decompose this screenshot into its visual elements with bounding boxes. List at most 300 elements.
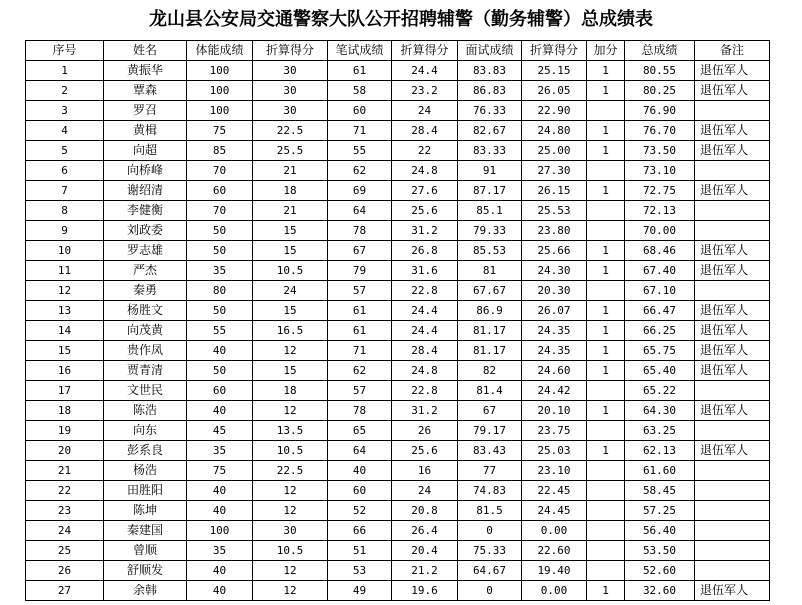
cell-interview-score: 76.33 xyxy=(458,101,522,121)
cell-written-converted: 26 xyxy=(392,421,458,441)
cell-bonus xyxy=(587,421,625,441)
cell-fitness-score: 35 xyxy=(187,541,253,561)
column-header-interview-converted: 折算得分 xyxy=(522,41,587,61)
cell-written-score: 53 xyxy=(328,561,392,581)
cell-remark xyxy=(695,221,770,241)
cell-interview-score: 86.9 xyxy=(458,301,522,321)
cell-written-converted: 16 xyxy=(392,461,458,481)
cell-name: 黄振华 xyxy=(104,61,187,81)
table-row xyxy=(26,321,770,341)
cell-total-score: 61.60 xyxy=(625,461,695,481)
cell-written-score: 55 xyxy=(328,141,392,161)
cell-fitness-converted: 25.5 xyxy=(253,141,328,161)
cell-fitness-converted: 10.5 xyxy=(253,261,328,281)
cell-written-converted: 31.2 xyxy=(392,221,458,241)
cell-interview-score: 81 xyxy=(458,261,522,281)
cell-remark: 退伍军人 xyxy=(695,441,770,461)
cell-total-score: 58.45 xyxy=(625,481,695,501)
table-row xyxy=(26,261,770,281)
cell-seq: 5 xyxy=(26,141,104,161)
cell-fitness-converted: 21 xyxy=(253,161,328,181)
cell-interview-converted: 23.75 xyxy=(522,421,587,441)
cell-fitness-converted: 18 xyxy=(253,381,328,401)
cell-interview-score: 82.67 xyxy=(458,121,522,141)
cell-fitness-converted: 13.5 xyxy=(253,421,328,441)
cell-bonus xyxy=(587,461,625,481)
cell-interview-converted: 25.00 xyxy=(522,141,587,161)
cell-interview-score: 85.1 xyxy=(458,201,522,221)
cell-written-score: 65 xyxy=(328,421,392,441)
cell-bonus xyxy=(587,101,625,121)
cell-fitness-converted: 10.5 xyxy=(253,541,328,561)
cell-total-score: 63.25 xyxy=(625,421,695,441)
cell-written-converted: 24.4 xyxy=(392,61,458,81)
cell-fitness-score: 100 xyxy=(187,81,253,101)
cell-name: 杨胜文 xyxy=(104,301,187,321)
cell-bonus: 1 xyxy=(587,581,625,601)
cell-total-score: 65.40 xyxy=(625,361,695,381)
cell-fitness-score: 70 xyxy=(187,201,253,221)
column-header-written-converted: 折算得分 xyxy=(392,41,458,61)
cell-written-converted: 26.8 xyxy=(392,241,458,261)
cell-fitness-score: 50 xyxy=(187,301,253,321)
cell-fitness-score: 40 xyxy=(187,481,253,501)
cell-fitness-converted: 21 xyxy=(253,201,328,221)
cell-seq: 10 xyxy=(26,241,104,261)
cell-fitness-score: 50 xyxy=(187,241,253,261)
cell-fitness-score: 100 xyxy=(187,521,253,541)
cell-remark: 退伍军人 xyxy=(695,301,770,321)
cell-interview-score: 81.5 xyxy=(458,501,522,521)
table-row xyxy=(26,201,770,221)
score-table xyxy=(25,40,770,601)
cell-remark: 退伍军人 xyxy=(695,141,770,161)
cell-written-converted: 28.4 xyxy=(392,121,458,141)
cell-interview-score: 87.17 xyxy=(458,181,522,201)
cell-interview-score: 79.33 xyxy=(458,221,522,241)
cell-total-score: 72.13 xyxy=(625,201,695,221)
cell-fitness-score: 75 xyxy=(187,121,253,141)
cell-seq: 3 xyxy=(26,101,104,121)
cell-written-converted: 26.4 xyxy=(392,521,458,541)
cell-written-converted: 22 xyxy=(392,141,458,161)
table-row xyxy=(26,341,770,361)
cell-written-converted: 24 xyxy=(392,481,458,501)
cell-interview-converted: 24.35 xyxy=(522,321,587,341)
table-row xyxy=(26,141,770,161)
cell-interview-score: 85.53 xyxy=(458,241,522,261)
cell-written-score: 60 xyxy=(328,101,392,121)
cell-remark xyxy=(695,281,770,301)
cell-written-converted: 22.8 xyxy=(392,381,458,401)
cell-fitness-converted: 30 xyxy=(253,521,328,541)
cell-name: 贾青清 xyxy=(104,361,187,381)
cell-name: 田胜阳 xyxy=(104,481,187,501)
column-header-total-score: 总成绩 xyxy=(625,41,695,61)
cell-fitness-converted: 22.5 xyxy=(253,461,328,481)
cell-name: 黄楫 xyxy=(104,121,187,141)
table-row xyxy=(26,121,770,141)
cell-written-score: 52 xyxy=(328,501,392,521)
cell-fitness-score: 70 xyxy=(187,161,253,181)
cell-interview-converted: 25.03 xyxy=(522,441,587,461)
cell-written-score: 71 xyxy=(328,121,392,141)
cell-seq: 24 xyxy=(26,521,104,541)
cell-fitness-converted: 15 xyxy=(253,241,328,261)
cell-interview-converted: 22.90 xyxy=(522,101,587,121)
cell-interview-converted: 25.53 xyxy=(522,201,587,221)
cell-remark: 退伍军人 xyxy=(695,241,770,261)
cell-bonus xyxy=(587,221,625,241)
cell-seq: 27 xyxy=(26,581,104,601)
cell-written-score: 79 xyxy=(328,261,392,281)
table-body xyxy=(26,61,770,601)
cell-bonus xyxy=(587,481,625,501)
cell-fitness-converted: 18 xyxy=(253,181,328,201)
table-row xyxy=(26,101,770,121)
cell-seq: 21 xyxy=(26,461,104,481)
cell-written-converted: 27.6 xyxy=(392,181,458,201)
cell-bonus: 1 xyxy=(587,441,625,461)
cell-interview-score: 77 xyxy=(458,461,522,481)
cell-fitness-score: 75 xyxy=(187,461,253,481)
cell-interview-score: 81.4 xyxy=(458,381,522,401)
cell-remark xyxy=(695,161,770,181)
cell-bonus xyxy=(587,281,625,301)
table-row xyxy=(26,241,770,261)
cell-remark xyxy=(695,421,770,441)
cell-fitness-converted: 12 xyxy=(253,341,328,361)
cell-interview-converted: 23.10 xyxy=(522,461,587,481)
column-header-fitness-score: 体能成绩 xyxy=(187,41,253,61)
cell-interview-converted: 22.60 xyxy=(522,541,587,561)
cell-written-score: 61 xyxy=(328,321,392,341)
cell-interview-score: 81.17 xyxy=(458,341,522,361)
cell-interview-converted: 24.42 xyxy=(522,381,587,401)
cell-bonus xyxy=(587,201,625,221)
cell-written-converted: 28.4 xyxy=(392,341,458,361)
cell-total-score: 70.00 xyxy=(625,221,695,241)
cell-remark xyxy=(695,561,770,581)
cell-fitness-converted: 12 xyxy=(253,561,328,581)
table-row xyxy=(26,481,770,501)
cell-total-score: 56.40 xyxy=(625,521,695,541)
cell-written-converted: 19.6 xyxy=(392,581,458,601)
table-row xyxy=(26,421,770,441)
cell-written-score: 57 xyxy=(328,281,392,301)
cell-fitness-score: 40 xyxy=(187,341,253,361)
cell-written-score: 61 xyxy=(328,301,392,321)
cell-written-score: 78 xyxy=(328,221,392,241)
cell-bonus: 1 xyxy=(587,121,625,141)
cell-name: 杨浩 xyxy=(104,461,187,481)
cell-written-converted: 25.6 xyxy=(392,441,458,461)
cell-name: 舒顺发 xyxy=(104,561,187,581)
column-header-fitness-converted: 折算得分 xyxy=(253,41,328,61)
cell-fitness-converted: 16.5 xyxy=(253,321,328,341)
cell-name: 秦勇 xyxy=(104,281,187,301)
cell-seq: 2 xyxy=(26,81,104,101)
table-row xyxy=(26,161,770,181)
cell-seq: 7 xyxy=(26,181,104,201)
cell-remark xyxy=(695,201,770,221)
cell-name: 向茂黄 xyxy=(104,321,187,341)
cell-seq: 22 xyxy=(26,481,104,501)
cell-interview-score: 83.43 xyxy=(458,441,522,461)
cell-interview-score: 81.17 xyxy=(458,321,522,341)
cell-fitness-score: 55 xyxy=(187,321,253,341)
cell-interview-converted: 26.07 xyxy=(522,301,587,321)
cell-fitness-converted: 12 xyxy=(253,501,328,521)
table-row xyxy=(26,501,770,521)
table-row xyxy=(26,401,770,421)
table-row xyxy=(26,181,770,201)
cell-fitness-converted: 30 xyxy=(253,61,328,81)
cell-total-score: 57.25 xyxy=(625,501,695,521)
cell-seq: 25 xyxy=(26,541,104,561)
cell-bonus: 1 xyxy=(587,81,625,101)
cell-total-score: 66.25 xyxy=(625,321,695,341)
cell-total-score: 68.46 xyxy=(625,241,695,261)
cell-interview-converted: 0.00 xyxy=(522,581,587,601)
cell-interview-score: 67 xyxy=(458,401,522,421)
cell-written-score: 49 xyxy=(328,581,392,601)
cell-seq: 19 xyxy=(26,421,104,441)
cell-interview-score: 91 xyxy=(458,161,522,181)
cell-written-converted: 20.8 xyxy=(392,501,458,521)
cell-written-converted: 21.2 xyxy=(392,561,458,581)
cell-total-score: 80.55 xyxy=(625,61,695,81)
column-header-bonus: 加分 xyxy=(587,41,625,61)
cell-name: 罗志雄 xyxy=(104,241,187,261)
cell-written-converted: 24 xyxy=(392,101,458,121)
cell-bonus: 1 xyxy=(587,321,625,341)
cell-seq: 9 xyxy=(26,221,104,241)
cell-interview-score: 0 xyxy=(458,521,522,541)
cell-written-score: 66 xyxy=(328,521,392,541)
cell-seq: 18 xyxy=(26,401,104,421)
cell-seq: 13 xyxy=(26,301,104,321)
cell-interview-converted: 24.30 xyxy=(522,261,587,281)
cell-interview-converted: 27.30 xyxy=(522,161,587,181)
cell-interview-score: 75.33 xyxy=(458,541,522,561)
cell-interview-score: 67.67 xyxy=(458,281,522,301)
cell-total-score: 52.60 xyxy=(625,561,695,581)
cell-remark xyxy=(695,541,770,561)
cell-interview-converted: 20.10 xyxy=(522,401,587,421)
cell-remark xyxy=(695,101,770,121)
cell-bonus: 1 xyxy=(587,141,625,161)
cell-remark: 退伍军人 xyxy=(695,261,770,281)
cell-fitness-score: 40 xyxy=(187,581,253,601)
cell-fitness-score: 50 xyxy=(187,361,253,381)
cell-total-score: 73.10 xyxy=(625,161,695,181)
cell-fitness-converted: 22.5 xyxy=(253,121,328,141)
cell-fitness-converted: 15 xyxy=(253,361,328,381)
cell-fitness-converted: 30 xyxy=(253,81,328,101)
cell-fitness-score: 60 xyxy=(187,181,253,201)
cell-interview-converted: 26.15 xyxy=(522,181,587,201)
cell-fitness-score: 40 xyxy=(187,401,253,421)
cell-fitness-score: 100 xyxy=(187,101,253,121)
header-row xyxy=(26,41,770,61)
cell-name: 曾顺 xyxy=(104,541,187,561)
cell-interview-converted: 24.60 xyxy=(522,361,587,381)
cell-remark xyxy=(695,381,770,401)
cell-written-converted: 31.6 xyxy=(392,261,458,281)
cell-fitness-converted: 15 xyxy=(253,301,328,321)
column-header-seq: 序号 xyxy=(26,41,104,61)
cell-bonus: 1 xyxy=(587,361,625,381)
cell-remark: 退伍军人 xyxy=(695,361,770,381)
cell-remark: 退伍军人 xyxy=(695,321,770,341)
table-row xyxy=(26,81,770,101)
cell-interview-converted: 24.35 xyxy=(522,341,587,361)
cell-name: 向桥峰 xyxy=(104,161,187,181)
cell-interview-converted: 19.40 xyxy=(522,561,587,581)
cell-name: 余韩 xyxy=(104,581,187,601)
cell-interview-converted: 0.00 xyxy=(522,521,587,541)
cell-fitness-converted: 30 xyxy=(253,101,328,121)
cell-written-converted: 23.2 xyxy=(392,81,458,101)
cell-written-score: 62 xyxy=(328,161,392,181)
cell-name: 向超 xyxy=(104,141,187,161)
cell-name: 严杰 xyxy=(104,261,187,281)
cell-name: 彭系良 xyxy=(104,441,187,461)
cell-seq: 16 xyxy=(26,361,104,381)
cell-interview-converted: 23.80 xyxy=(522,221,587,241)
cell-fitness-score: 40 xyxy=(187,501,253,521)
cell-written-converted: 20.4 xyxy=(392,541,458,561)
cell-seq: 23 xyxy=(26,501,104,521)
table-row xyxy=(26,561,770,581)
cell-fitness-converted: 12 xyxy=(253,401,328,421)
table-row xyxy=(26,361,770,381)
cell-bonus xyxy=(587,561,625,581)
cell-bonus xyxy=(587,161,625,181)
cell-fitness-score: 45 xyxy=(187,421,253,441)
cell-interview-score: 64.67 xyxy=(458,561,522,581)
table-row xyxy=(26,61,770,81)
cell-total-score: 32.60 xyxy=(625,581,695,601)
cell-written-score: 67 xyxy=(328,241,392,261)
cell-interview-converted: 25.15 xyxy=(522,61,587,81)
cell-fitness-score: 35 xyxy=(187,441,253,461)
cell-fitness-converted: 12 xyxy=(253,481,328,501)
cell-total-score: 76.70 xyxy=(625,121,695,141)
cell-written-score: 57 xyxy=(328,381,392,401)
cell-interview-converted: 24.80 xyxy=(522,121,587,141)
cell-written-converted: 24.4 xyxy=(392,321,458,341)
cell-fitness-score: 80 xyxy=(187,281,253,301)
cell-fitness-score: 85 xyxy=(187,141,253,161)
cell-written-converted: 31.2 xyxy=(392,401,458,421)
table-row xyxy=(26,381,770,401)
cell-fitness-score: 100 xyxy=(187,61,253,81)
cell-written-converted: 24.8 xyxy=(392,161,458,181)
table-row xyxy=(26,441,770,461)
cell-written-score: 64 xyxy=(328,201,392,221)
cell-bonus xyxy=(587,501,625,521)
cell-seq: 11 xyxy=(26,261,104,281)
cell-interview-score: 0 xyxy=(458,581,522,601)
cell-bonus: 1 xyxy=(587,341,625,361)
cell-remark xyxy=(695,501,770,521)
cell-written-converted: 24.8 xyxy=(392,361,458,381)
cell-remark: 退伍军人 xyxy=(695,121,770,141)
cell-written-score: 51 xyxy=(328,541,392,561)
cell-written-converted: 25.6 xyxy=(392,201,458,221)
cell-written-score: 78 xyxy=(328,401,392,421)
cell-seq: 6 xyxy=(26,161,104,181)
cell-fitness-converted: 15 xyxy=(253,221,328,241)
cell-interview-converted: 20.30 xyxy=(522,281,587,301)
cell-interview-converted: 25.66 xyxy=(522,241,587,261)
cell-interview-score: 79.17 xyxy=(458,421,522,441)
cell-seq: 4 xyxy=(26,121,104,141)
cell-total-score: 62.13 xyxy=(625,441,695,461)
cell-fitness-converted: 12 xyxy=(253,581,328,601)
cell-interview-score: 74.83 xyxy=(458,481,522,501)
cell-name: 贵作凤 xyxy=(104,341,187,361)
cell-written-score: 71 xyxy=(328,341,392,361)
cell-interview-score: 83.33 xyxy=(458,141,522,161)
cell-total-score: 66.47 xyxy=(625,301,695,321)
cell-total-score: 67.40 xyxy=(625,261,695,281)
cell-seq: 15 xyxy=(26,341,104,361)
cell-total-score: 73.50 xyxy=(625,141,695,161)
cell-total-score: 65.22 xyxy=(625,381,695,401)
cell-written-score: 58 xyxy=(328,81,392,101)
cell-interview-score: 83.83 xyxy=(458,61,522,81)
cell-interview-converted: 22.45 xyxy=(522,481,587,501)
cell-seq: 8 xyxy=(26,201,104,221)
cell-remark: 退伍军人 xyxy=(695,401,770,421)
cell-name: 陈坤 xyxy=(104,501,187,521)
column-header-remark: 备注 xyxy=(695,41,770,61)
cell-written-converted: 24.4 xyxy=(392,301,458,321)
cell-written-score: 40 xyxy=(328,461,392,481)
cell-written-converted: 22.8 xyxy=(392,281,458,301)
cell-bonus: 1 xyxy=(587,261,625,281)
table-row xyxy=(26,221,770,241)
cell-total-score: 72.75 xyxy=(625,181,695,201)
cell-fitness-converted: 24 xyxy=(253,281,328,301)
table-row xyxy=(26,301,770,321)
cell-seq: 12 xyxy=(26,281,104,301)
cell-interview-converted: 26.05 xyxy=(522,81,587,101)
cell-interview-score: 82 xyxy=(458,361,522,381)
cell-written-score: 60 xyxy=(328,481,392,501)
cell-bonus: 1 xyxy=(587,401,625,421)
table-row xyxy=(26,461,770,481)
cell-bonus: 1 xyxy=(587,241,625,261)
cell-written-score: 61 xyxy=(328,61,392,81)
cell-total-score: 67.10 xyxy=(625,281,695,301)
page-title: 龙山县公安局交通警察大队公开招聘辅警（勤务辅警）总成绩表 xyxy=(149,9,653,30)
cell-bonus xyxy=(587,521,625,541)
cell-name: 文世民 xyxy=(104,381,187,401)
cell-seq: 20 xyxy=(26,441,104,461)
cell-remark: 退伍军人 xyxy=(695,181,770,201)
cell-fitness-converted: 10.5 xyxy=(253,441,328,461)
cell-written-score: 64 xyxy=(328,441,392,461)
cell-name: 秦建国 xyxy=(104,521,187,541)
cell-remark: 退伍军人 xyxy=(695,341,770,361)
cell-name: 向东 xyxy=(104,421,187,441)
cell-fitness-score: 50 xyxy=(187,221,253,241)
cell-remark: 退伍军人 xyxy=(695,581,770,601)
